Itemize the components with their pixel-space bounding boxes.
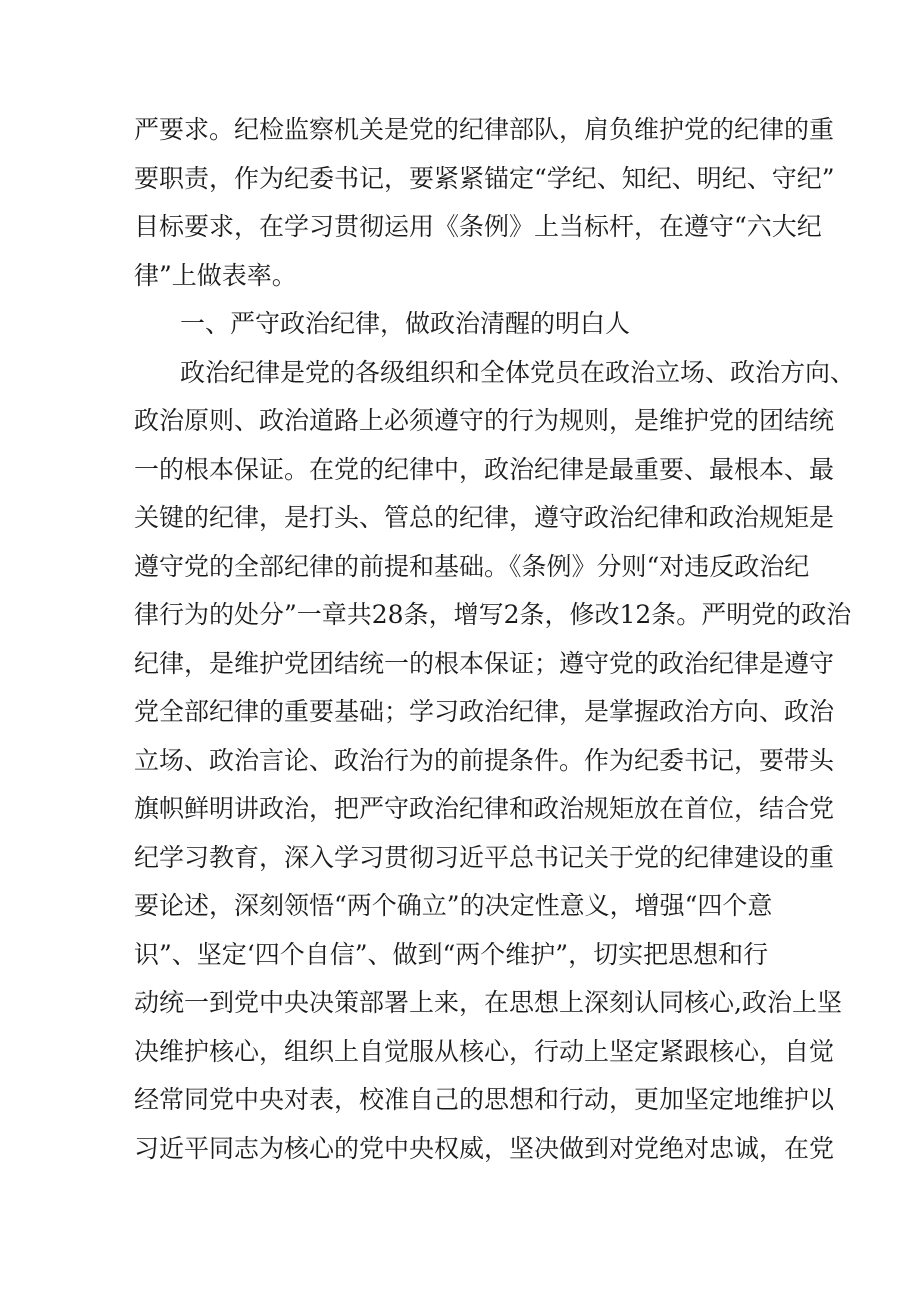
document-body [134,110,856,1177]
text-line: 关键的纪律，是打头、管总的纪律，遵守政治纪律和政治规矩是 [134,503,835,532]
section-heading: 一、严守政治纪律，做政治清醒的明白人 [180,309,631,338]
text-line: 经常同党中央对表，校准自己的思想和行动，更加坚定地维护以 [134,1085,835,1114]
text-line: 严要求。纪检监察机关是党的纪律部队，肩负维护党的纪律的重 [134,115,835,144]
text-line: 政治原则、政治道路上必须遵守的行为规则，是维护党的团结统 [134,406,835,435]
text-line: 律行为的处分”一章共28条，增写2条，修改12条。严明党的政治 [134,600,852,629]
text-line: 动统一到党中央决策部署上来，在思想上深刻认同核心,政治上坚 [134,988,842,1017]
text-line: 习近平同志为核心的党中央权威，坚决做到对党绝对忠诚，在党 [134,1133,835,1163]
text-line: 要论述，深刻领悟“两个确立”的决定性意义，增强“四个意 [134,891,773,920]
text-line: 律”上做表率。 [134,260,297,290]
text-line: 一的根本保证。在党的纪律中，政治纪律是最重要、最根本、最 [134,454,835,484]
text-line: 纪学习教育，深入学习贯彻习近平总书记关于党的纪律建设的重 [134,842,835,872]
text-line: 遵守党的全部纪律的前提和基础。《条例》分则“对违反政治纪 [134,551,810,581]
text-line: 旗帜鲜明讲政治，把严守政治纪律和政治规矩放在首位，结合党 [134,794,835,823]
text-line: 目标要求，在学习贯彻运用《条例》上当标杆，在遵守“六大纪 [134,212,822,241]
text-line: 要职责，作为纪委书记，要紧紧锚定“学纪、知纪、明纪、守纪” [134,163,835,193]
text-line: 决维护核心，组织上自觉服从核心，行动上坚定紧跟核心，自觉 [134,1036,835,1066]
text-line: 识”、坚定‘四个自信”、做到“两个维护”，切实把思想和行 [134,939,769,969]
text-line: 党全部纪律的重要基础；学习政治纪律，是掌握政治方向、政治 [134,697,835,726]
text-line: 政治纪律是党的各级组织和全体党员在政治立场、政治方向、 [180,357,856,387]
text-line: 立场、政治言论、政治行为的前提条件。作为纪委书记，要带头 [134,745,835,775]
text-line: 纪律，是维护党团结统一的根本保证；遵守党的政治纪律是遵守 [134,648,835,678]
